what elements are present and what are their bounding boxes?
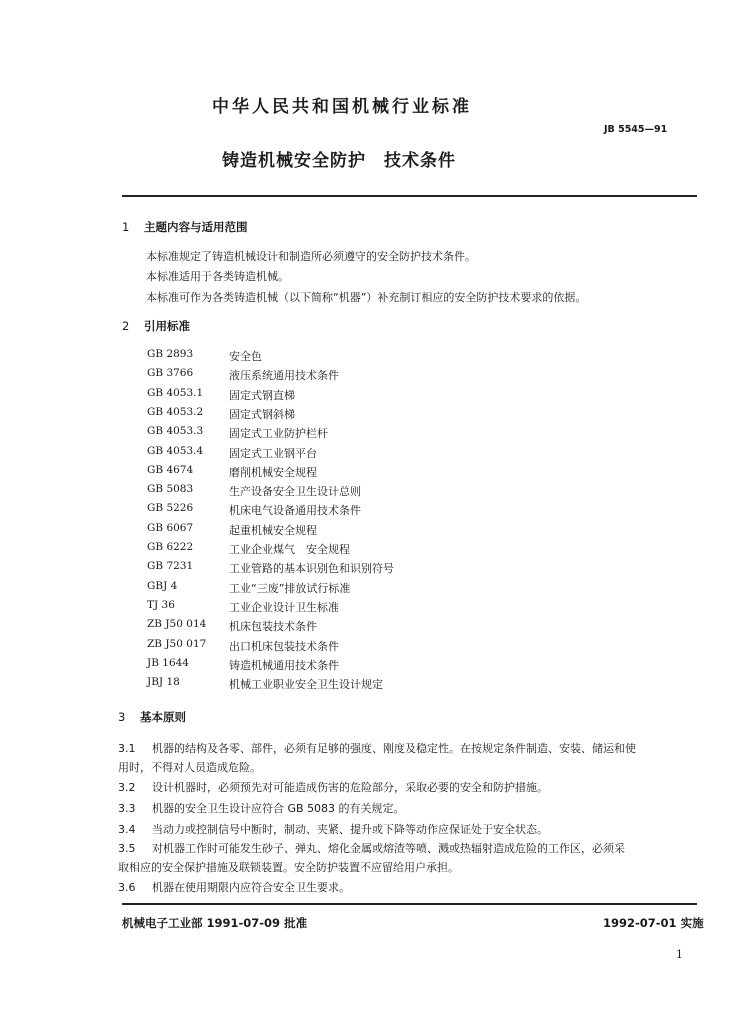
reference-code: GB 5226 — [147, 502, 194, 515]
clause-line — [118, 821, 548, 837]
section-title: 基本原则 — [140, 710, 186, 724]
reference-code: GB 4053.2 — [147, 405, 204, 418]
section-3-heading — [118, 709, 186, 725]
clause-text: 对机器工作时可能发生砂子、弹丸、熔化金属或熔渣等喷、溅或热辐射造成危险的工作区，必须采 — [152, 842, 625, 855]
reference-title: 机床电气设备通用技术条件 — [229, 504, 361, 518]
reference-code: GB 4053.4 — [147, 444, 204, 457]
reference-code: GB 2893 — [147, 348, 194, 360]
section-title: 主题内容与适用范围 — [144, 220, 248, 234]
clause-number: 3.5 — [118, 842, 136, 855]
reference-code: GB 4674 — [147, 463, 194, 476]
clause-text: 设计机器时，必须预先对可能造成伤害的危险部分，采取必要的安全和防护措施。 — [152, 781, 548, 794]
clause-line — [118, 840, 625, 856]
section-1-heading — [122, 219, 248, 235]
page-number: 1 — [676, 948, 683, 961]
clause-text: 机器在使用期限内应符合安全卫生要求。 — [152, 881, 350, 894]
header-divider — [122, 195, 697, 197]
reference-title: 工业企业设计卫生标准 — [229, 600, 339, 614]
section-number: 3 — [118, 710, 126, 724]
reference-title: 固定式钢直梯 — [229, 388, 295, 402]
reference-title: 出口机床包装技术条件 — [229, 639, 339, 653]
clause-text-continued: 取相应的安全保护措施及联锁装置。安全防护装置不应留给用户承担。 — [118, 861, 459, 874]
standard-category-title: 中华人民共和国机械行业标准 — [212, 97, 472, 117]
reference-code: GB 3766 — [147, 367, 194, 380]
document-title: 铸造机械安全防护 技术条件 — [222, 151, 456, 171]
reference-title: 固定式钢斜梯 — [229, 407, 295, 421]
approval-info: 机械电子工业部 1991-07-09 批准 — [122, 916, 308, 930]
clause-number: 3.2 — [118, 781, 136, 794]
section-number: 2 — [122, 319, 130, 333]
clause-text-continued: 用时，不得对人员造成危险。 — [118, 761, 261, 774]
reference-code: GB 6067 — [147, 521, 194, 534]
reference-title: 固定式工业钢平台 — [229, 446, 317, 460]
clause-line — [118, 879, 350, 895]
paragraph: 本标准规定了铸造机械设计和制造所必须遵守的安全防护技术条件。 — [146, 250, 476, 263]
clause-number: 3.6 — [118, 881, 136, 894]
reference-code: ZB J50 014 — [147, 618, 207, 631]
reference-code: GB 5083 — [147, 483, 194, 496]
reference-title: 磨削机械安全规程 — [229, 465, 317, 479]
footer-divider — [122, 903, 697, 905]
paragraph: 本标准适用于各类铸造机械。 — [146, 270, 289, 283]
reference-title: 工业管路的基本识别色和识别符号 — [229, 562, 394, 576]
reference-code: GBJ 4 — [147, 579, 178, 592]
reference-code: GB 4053.3 — [147, 425, 204, 438]
clause-line — [118, 740, 636, 756]
reference-code: GB 4053.1 — [147, 386, 204, 399]
reference-title: 机床包装技术条件 — [229, 620, 317, 634]
clause-text: 机器的结构及各零、部件，必须有足够的强度、刚度及稳定性。在按规定条件制造、安装、储运和使 — [152, 742, 636, 755]
reference-title: 工业企业煤气 安全规程 — [229, 543, 350, 556]
reference-code: JB 1644 — [147, 656, 189, 669]
clause-number: 3.1 — [118, 742, 136, 755]
standard-number: JB 5545—91 — [604, 124, 668, 135]
clause-text: 当动力或控制信号中断时，制动、夹紧、提升或下降等动作应保证处于安全状态。 — [152, 823, 548, 836]
implementation-date: 1992-07-01 实施 — [603, 916, 704, 930]
reference-title: 工业“三废”排放试行标准 — [229, 581, 351, 595]
reference-title: 固定式工业防护栏杆 — [229, 427, 328, 441]
section-title: 引用标准 — [144, 319, 190, 333]
reference-title: 安全色 — [229, 350, 262, 363]
reference-code: ZB J50 017 — [147, 637, 207, 650]
reference-code: TJ 36 — [147, 598, 175, 611]
reference-title: 铸造机械通用技术条件 — [229, 658, 339, 672]
section-2-heading — [122, 318, 190, 334]
section-number: 1 — [122, 220, 130, 234]
reference-code: GB 6222 — [147, 541, 194, 553]
clause-number: 3.3 — [118, 802, 136, 815]
paragraph: 本标准可作为各类铸造机械（以下简称“机器”）补充制订相应的安全防护技术要求的依据。 — [146, 291, 587, 304]
clause-line — [118, 779, 548, 795]
reference-title: 起重机械安全规程 — [229, 523, 317, 537]
reference-code: GB 7231 — [147, 560, 194, 573]
reference-title: 生产设备安全卫生设计总则 — [229, 485, 361, 499]
clause-number: 3.4 — [118, 823, 136, 836]
reference-code: JBJ 18 — [147, 676, 180, 689]
clause-line — [118, 800, 405, 816]
reference-title: 机械工业职业安全卫生设计规定 — [229, 678, 383, 692]
clause-text: 机器的安全卫生设计应符合 GB 5083 的有关规定。 — [152, 802, 405, 815]
reference-title: 液压系统通用技术条件 — [229, 369, 339, 383]
